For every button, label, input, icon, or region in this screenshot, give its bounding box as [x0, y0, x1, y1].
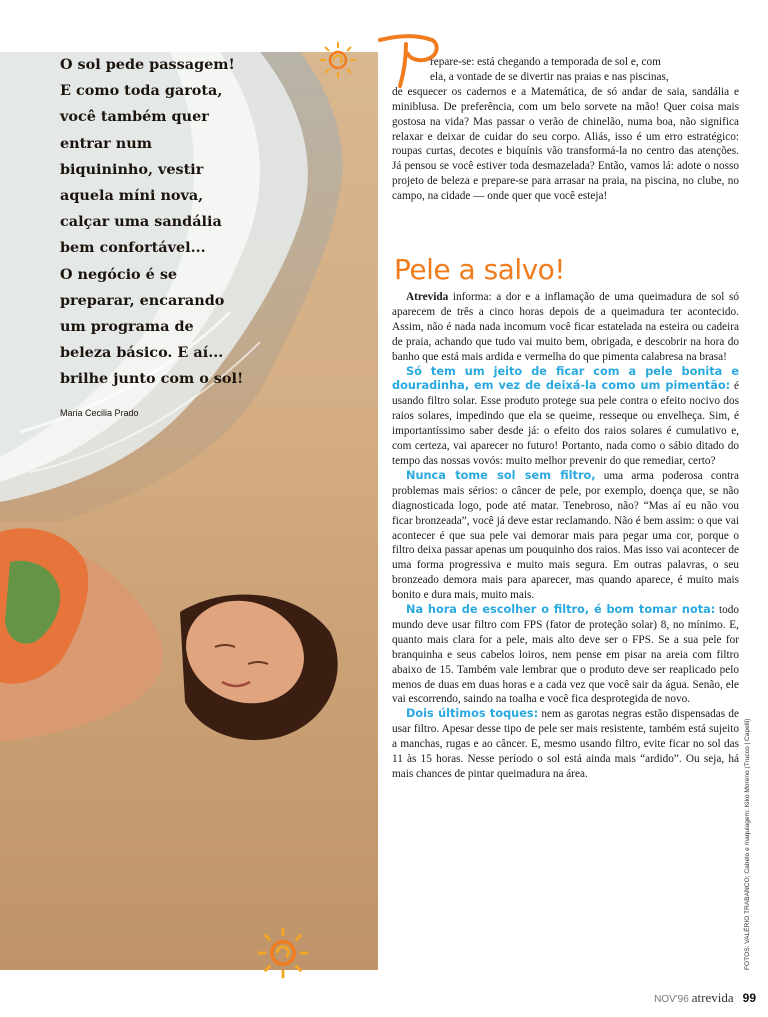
paragraph-lead: Na hora de escolher o filtro, é bom tomar nota: [406, 603, 716, 617]
intro-line: entrar num [60, 134, 152, 152]
paragraph-text: é usando filtro solar. Esse produto protege sua pele contra o efeito nocivo dos raios solares, impedindo que ela se queime, resseque ou envelheça. Sim, é importantíssimo saber desde já: o efeito dos raios solares é cumulativo e, com certeza, vai aparecer no futuro! Portanto, nada como o sábio ditado do tempo das nossas vovós: muito melhor prevenir do que remediar, certo? [392, 380, 739, 467]
paragraph [392, 365, 739, 469]
page-footer [654, 990, 756, 1006]
author-byline: Maria Cecilia Prado [60, 408, 139, 418]
intro-line: beleza básico. E aí... [60, 344, 224, 362]
article-body [392, 290, 739, 782]
sun-icon [252, 925, 314, 981]
paragraph-lead: Nunca tome sol sem filtro, [406, 468, 596, 482]
intro-line: biquininho, vestir [60, 160, 204, 178]
paragraph-text: nem as garotas negras estão dispensadas de usar filtro. Apesar desse tipo de pele ser mais resistente, também está sujeito a manchas, rugas e ao câncer. E, mesmo usando filtro, evite ficar no sol das 11 às 15 horas. Nesse período o sol está ainda mais “ardido”. Ou seja, há mais chances de pintar queimadura na área. [392, 708, 740, 780]
page-number: 99 [742, 991, 756, 1005]
paragraph [392, 707, 739, 782]
section-heading: Pele a salvo! [394, 253, 566, 286]
article-intro-line: ela, a vontade de se divertir nas praias e nas piscinas, [430, 70, 669, 83]
article-intro-line: de esquecer os cadernos e a Matemática, de só andar de saia, sandália e miniblusa. De preferência, com um belo sorvete na mão! Quer coisa mais gostosa na vida? Mas passar o verão de chinelão, numa boa, não significa relaxar e deixar de cuidar do seu corpo. Aliás, isso é um erro estratégico: roupas curtas, decotes e biquínis vão transformá-la no centro das atenções. Já pensou se você estiver toda desmazelada? Então, vamos lá: adote o nosso projeto de beleza e prepare-se para arrasar na praia, na piscina, no clube, no campo, na cidade — onde quer que você esteja! [392, 85, 739, 203]
intro-line: você também quer [60, 108, 209, 126]
intro-line: bem confortável... [60, 239, 206, 257]
paragraph-text: uma arma poderosa contra problemas mais sérios: o câncer de pele, por exemplo, doença que, se não diagnosticada logo, pode até matar. Tenebroso, não? “Mas aí eu não vou ficar bronzeada”, você já deve estar reclamando. Não é bem assim: o que vai acontecer é que sua pele vai demorar mais para pegar uma cor, porque o filtro deixa passar apenas um pouquinho dos raios. Mas isso vai acontecer de uma forma progressiva e muito mais segura. Em outras palavras, o seu bronzeado demora mais para aparecer, mas quando aparece, é muito mais bonito e dura mais, muito mais. [392, 469, 739, 602]
intro-line: E como toda garota, [60, 82, 223, 100]
sun-icon [316, 40, 360, 80]
intro-line: aquela míni nova, [60, 187, 204, 205]
dropcap-letter: P [376, 30, 377, 31]
intro-line: O sol pede passagem! [60, 56, 235, 73]
paragraph-lead: Atrevida [406, 291, 449, 303]
paragraph [392, 603, 739, 707]
paragraph-lead: Dois últimos toques: [406, 707, 539, 721]
paragraph-text: todo mundo deve usar filtro com FPS (fator de proteção solar) 8, no mínimo. E, quanto mais clara for a pele, mais alto deve ser o FPS. Se a sua pele for branquinha e seus cabelos loiros, nem pense em pisar na areia com filtro abaixo de 15. Também vale lembrar que o produto deve ser reaplicado pelo menos de duas em duas horas e a cada vez que você sair da água. Senão, ele vai escorrendo, saindo na toalha e você fica desprotegida de novo. [392, 604, 739, 706]
intro-line: um programa de [60, 318, 194, 336]
intro-line: O negócio é se [60, 265, 178, 283]
article-intro [392, 55, 739, 204]
intro-line: calçar uma sandália [60, 213, 222, 231]
issue-date: NOV'96 [654, 994, 689, 1005]
paragraph [392, 469, 739, 603]
intro-text [60, 52, 280, 393]
paragraph-lead: Só tem um jeito de ficar com a pele bonita e douradinha, em vez de deixá-la como um pimentão: [392, 364, 739, 393]
woman-lying-on-sand-image [0, 522, 378, 782]
intro-line: brilhe junto com o sol! [60, 370, 244, 388]
intro-line: preparar, encarando [60, 291, 225, 309]
paragraph-text: informa: a dor e a inflamação de uma queimadura de sol só aparecem de três a cinco horas depois de a queimadura ter acontecido. Assim, não é nada nada incomum você ficar estatelada na esteira ou cadeira de praia, achando que tudo vai muito bem, obrigada, e descobrir na hora do banho que está mais ardida e vermelha do que pimenta calabresa na brasa! [392, 291, 739, 363]
photo-credit: FOTOS: VALÉRIO TRABANCO; Cabelo e maquiagem: Kiko Moreno (Trucco | Capelli) [744, 718, 751, 970]
paragraph [392, 290, 739, 365]
article-intro-line: repare-se: está chegando a temporada de sol e, com [430, 56, 661, 68]
magazine-name: atrevida [691, 990, 734, 1005]
